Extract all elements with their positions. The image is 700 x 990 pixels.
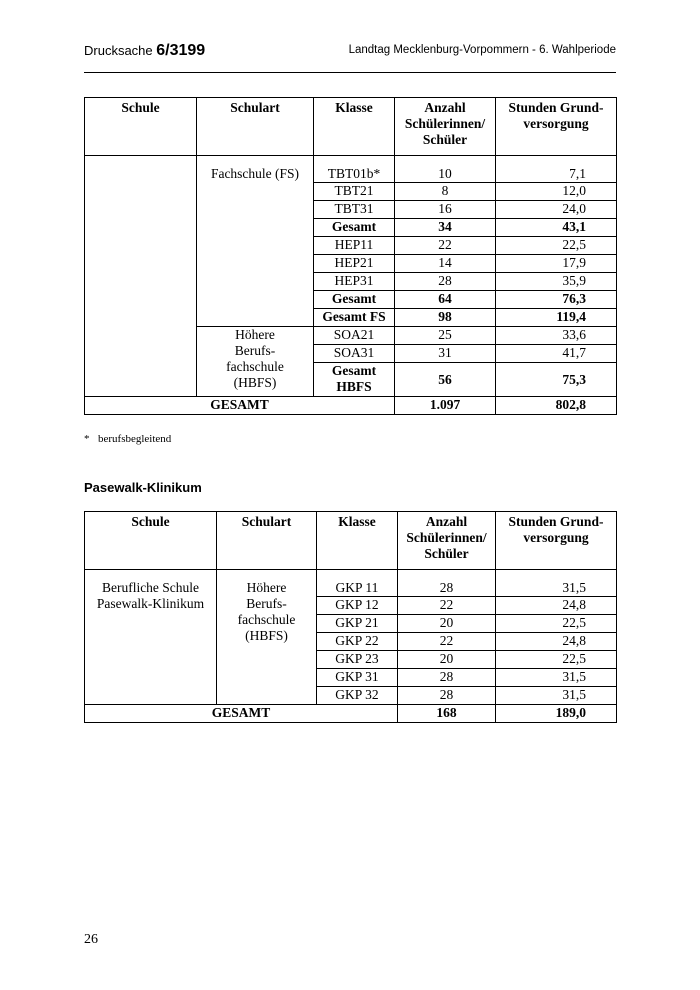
column-header-klasse: Klasse (317, 512, 398, 570)
anzahl-cell: 14 (395, 255, 496, 273)
klasse-cell: Gesamt (314, 291, 395, 309)
pasewalk-table (84, 511, 617, 723)
header-line: versorgung (523, 116, 589, 131)
anzahl-cell: 22 (395, 237, 496, 255)
column-header-anzahl (395, 98, 496, 156)
stunden-cell: 12,0 (496, 183, 617, 201)
klasse-cell: GKP 22 (317, 633, 398, 651)
column-header-stunden (496, 98, 617, 156)
header-line: Stunden Grund- (508, 514, 604, 529)
header-line: Schüler (422, 132, 468, 147)
klasse-cell: GKP 31 (317, 669, 398, 687)
total-anzahl: 168 (398, 705, 496, 723)
schulart-cell (217, 570, 317, 705)
header-line: Anzahl (425, 514, 468, 529)
anzahl-cell: 20 (398, 651, 496, 669)
stunden-cell: 17,9 (496, 255, 617, 273)
section-title: Pasewalk-Klinikum (84, 480, 202, 495)
document-number-value: 6/3199 (156, 42, 206, 59)
column-header-stunden (496, 512, 617, 570)
klasse-cell: GKP 21 (317, 615, 398, 633)
klasse-cell: GKP 23 (317, 651, 398, 669)
klasse-cell: HEP21 (314, 255, 395, 273)
schulart-cell (197, 327, 314, 397)
total-label: GESAMT (85, 397, 395, 415)
stunden-cell: 31,5 (496, 570, 617, 597)
klasse-cell: SOA31 (314, 345, 395, 363)
anzahl-cell: 10 (395, 156, 496, 183)
column-header-schulart: Schulart (197, 98, 314, 156)
schule-line: Berufliche Schule (101, 580, 200, 595)
anzahl-cell: 16 (395, 201, 496, 219)
column-header-anzahl (398, 512, 496, 570)
stunden-cell: 43,1 (496, 219, 617, 237)
anzahl-cell: 8 (395, 183, 496, 201)
stunden-cell: 41,7 (496, 345, 617, 363)
klasse-cell: HEP11 (314, 237, 395, 255)
school-hours-table (84, 97, 617, 415)
footnote-mark: * (84, 433, 90, 445)
schulart-line: (HBFS) (233, 375, 277, 390)
table-header-row (85, 512, 617, 570)
schulart-line: Berufs- (234, 343, 276, 358)
document-number (84, 42, 205, 60)
column-header-schule: Schule (85, 512, 217, 570)
schule-cell (85, 570, 217, 705)
anzahl-cell: 34 (395, 219, 496, 237)
header-line: Anzahl (424, 100, 466, 115)
stunden-cell: 75,3 (496, 363, 617, 397)
stunden-cell: 22,5 (496, 651, 617, 669)
stunden-cell: 31,5 (496, 669, 617, 687)
klasse-line: HBFS (336, 379, 372, 394)
parliament-title: Landtag Mecklenburg-Vorpommern - 6. Wahlperiode (348, 44, 616, 56)
page-number: 26 (84, 932, 98, 947)
stunden-cell: 24,8 (496, 597, 617, 615)
total-stunden: 189,0 (496, 705, 617, 723)
klasse-cell: GKP 11 (317, 570, 398, 597)
stunden-cell: 22,5 (496, 237, 617, 255)
klasse-cell: TBT31 (314, 201, 395, 219)
klasse-cell: Gesamt (314, 219, 395, 237)
stunden-cell: 24,8 (496, 633, 617, 651)
total-row (85, 397, 617, 415)
anzahl-cell: 22 (398, 597, 496, 615)
total-label: GESAMT (85, 705, 398, 723)
schulart-line: Höhere (235, 327, 275, 342)
anzahl-cell: 28 (398, 687, 496, 705)
klasse-cell: HEP31 (314, 273, 395, 291)
schulart-line: (HBFS) (245, 628, 288, 643)
schulart-line: Höhere (246, 580, 287, 595)
anzahl-cell: 98 (395, 309, 496, 327)
schulart-line: Berufs- (246, 596, 287, 611)
anzahl-cell: 28 (398, 669, 496, 687)
anzahl-cell: 64 (395, 291, 496, 309)
schulart-cell: Fachschule (FS) (197, 156, 314, 327)
table-row (85, 570, 617, 597)
anzahl-cell: 25 (395, 327, 496, 345)
klasse-cell: GKP 32 (317, 687, 398, 705)
table-header-row (85, 98, 617, 156)
anzahl-cell: 28 (395, 273, 496, 291)
stunden-cell: 7,1 (496, 156, 617, 183)
schule-line: Pasewalk-Klinikum (96, 596, 205, 611)
header-line: Schüler (424, 546, 469, 561)
anzahl-cell: 28 (398, 570, 496, 597)
footnote (84, 433, 171, 445)
column-header-schule: Schule (85, 98, 197, 156)
stunden-cell: 76,3 (496, 291, 617, 309)
stunden-cell: 35,9 (496, 273, 617, 291)
anzahl-cell: 56 (395, 363, 496, 397)
header-line: Schülerinnen/ (406, 530, 487, 545)
total-stunden: 802,8 (496, 397, 617, 415)
anzahl-cell: 31 (395, 345, 496, 363)
klasse-cell: GKP 12 (317, 597, 398, 615)
header-line: Schülerinnen/ (404, 116, 486, 131)
table-row (85, 156, 617, 183)
total-row (85, 705, 617, 723)
stunden-cell: 31,5 (496, 687, 617, 705)
header-line: Stunden Grund- (508, 100, 604, 115)
anzahl-cell: 20 (398, 615, 496, 633)
schulart-line: fachschule (226, 359, 284, 374)
klasse-cell: Gesamt FS (314, 309, 395, 327)
column-header-klasse: Klasse (314, 98, 395, 156)
stunden-cell: 22,5 (496, 615, 617, 633)
header-line: versorgung (523, 530, 589, 545)
page-header (84, 42, 616, 73)
total-anzahl: 1.097 (395, 397, 496, 415)
klasse-cell (314, 363, 395, 397)
anzahl-cell: 22 (398, 633, 496, 651)
stunden-cell: 119,4 (496, 309, 617, 327)
stunden-cell: 33,6 (496, 327, 617, 345)
footnote-text: berufsbegleitend (98, 433, 172, 445)
klasse-cell: TBT01b* (314, 156, 395, 183)
column-header-schulart: Schulart (217, 512, 317, 570)
schulart-line: fachschule (237, 612, 296, 627)
document-prefix: Drucksache (84, 43, 157, 58)
klasse-cell: SOA21 (314, 327, 395, 345)
stunden-cell: 24,0 (496, 201, 617, 219)
schule-cell-empty (85, 156, 197, 397)
klasse-cell: TBT21 (314, 183, 395, 201)
klasse-line: Gesamt (331, 363, 377, 378)
